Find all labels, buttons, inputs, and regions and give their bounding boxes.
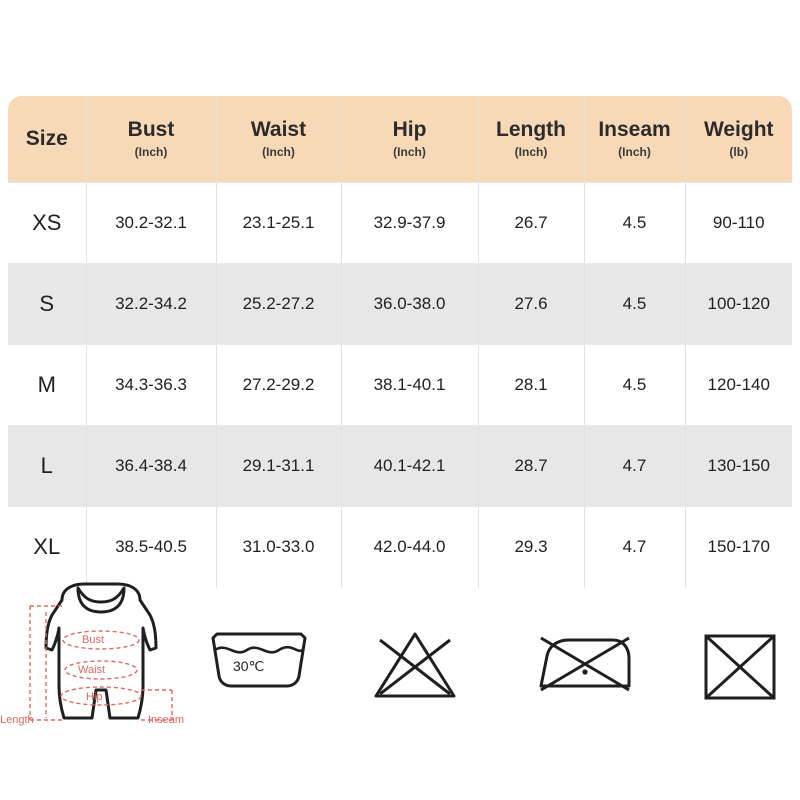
column-header-weight xyxy=(685,96,792,183)
cell-bust: 32.2-34.2 xyxy=(86,264,216,345)
cell-bust: 36.4-38.4 xyxy=(86,426,216,507)
machine-wash-30c-icon xyxy=(205,628,315,708)
cell-size: M xyxy=(8,345,86,426)
cell-inseam: 4.5 xyxy=(584,183,685,264)
table-row xyxy=(8,426,792,507)
cell-inseam: 4.7 xyxy=(584,507,685,588)
cell-waist: 23.1-25.1 xyxy=(216,183,341,264)
cell-weight: 100-120 xyxy=(685,264,792,345)
iron-crossed-icon xyxy=(535,628,635,706)
table-header xyxy=(8,96,792,183)
table-row xyxy=(8,507,792,588)
label-inseam: Inseam xyxy=(148,714,185,726)
cell-waist: 27.2-29.2 xyxy=(216,345,341,426)
cell-length: 27.6 xyxy=(478,264,584,345)
label-hip: Hip xyxy=(86,691,103,703)
do-not-tumble-dry-icon xyxy=(700,628,780,708)
column-header-length xyxy=(478,96,584,183)
column-header-size xyxy=(8,96,86,183)
column-header-hip xyxy=(341,96,478,183)
column-header-waist-label: Waist xyxy=(250,118,307,141)
label-length: Length xyxy=(0,714,34,726)
cell-hip: 38.1-40.1 xyxy=(341,345,478,426)
cell-weight: 130-150 xyxy=(685,426,792,507)
size-chart-table xyxy=(8,96,792,588)
cell-length: 29.3 xyxy=(478,507,584,588)
cell-length: 28.7 xyxy=(478,426,584,507)
cell-hip: 32.9-37.9 xyxy=(341,183,478,264)
cell-size: XL xyxy=(8,507,86,588)
cell-bust: 34.3-36.3 xyxy=(86,345,216,426)
column-header-bust xyxy=(86,96,216,183)
column-header-inseam xyxy=(584,96,685,183)
table-row xyxy=(8,345,792,426)
cell-hip: 42.0-44.0 xyxy=(341,507,478,588)
bodysuit-outline-icon xyxy=(0,578,215,753)
table-row xyxy=(8,264,792,345)
cell-length: 26.7 xyxy=(478,183,584,264)
column-header-inseam-label: Inseam xyxy=(598,118,671,141)
cell-waist: 25.2-27.2 xyxy=(216,264,341,345)
cell-size: L xyxy=(8,426,86,507)
label-waist: Waist xyxy=(78,664,106,676)
garment-measurement-diagram xyxy=(0,578,215,753)
cell-weight: 120-140 xyxy=(685,345,792,426)
column-header-hip-label: Hip xyxy=(392,118,427,141)
table-header-row xyxy=(8,96,792,183)
do-not-bleach-icon xyxy=(370,628,460,708)
column-header-bust-label: Bust xyxy=(127,118,175,141)
table-row xyxy=(8,183,792,264)
table-body xyxy=(8,183,792,588)
square-crossed-icon xyxy=(700,628,780,708)
bleach-triangle-crossed-icon xyxy=(370,628,460,708)
column-header-weight-unit: (lb) xyxy=(729,145,749,159)
column-header-length-label: Length xyxy=(496,118,566,141)
cell-waist: 29.1-31.1 xyxy=(216,426,341,507)
cell-weight: 150-170 xyxy=(685,507,792,588)
column-header-size-label: Size xyxy=(25,126,68,150)
column-header-bust-unit: (Inch) xyxy=(134,145,168,159)
label-bust: Bust xyxy=(82,634,105,646)
column-header-weight-label: Weight xyxy=(703,118,774,141)
column-header-inseam-unit: (Inch) xyxy=(618,145,651,159)
cell-size: XS xyxy=(8,183,86,264)
cell-length: 28.1 xyxy=(478,345,584,426)
wash-temperature-label: 30℃ xyxy=(233,658,265,674)
do-not-iron-icon xyxy=(535,628,635,706)
cell-inseam: 4.7 xyxy=(584,426,685,507)
cell-hip: 40.1-42.1 xyxy=(341,426,478,507)
cell-hip: 36.0-38.0 xyxy=(341,264,478,345)
cell-waist: 31.0-33.0 xyxy=(216,507,341,588)
column-header-waist xyxy=(216,96,341,183)
column-header-waist-unit: (Inch) xyxy=(262,145,295,159)
cell-bust: 30.2-32.1 xyxy=(86,183,216,264)
care-instructions-row xyxy=(0,578,800,758)
cell-inseam: 4.5 xyxy=(584,264,685,345)
size-chart-table-container xyxy=(8,96,792,588)
cell-inseam: 4.5 xyxy=(584,345,685,426)
cell-bust: 38.5-40.5 xyxy=(86,507,216,588)
column-header-hip-unit: (Inch) xyxy=(393,145,426,159)
cell-size: S xyxy=(8,264,86,345)
cell-weight: 90-110 xyxy=(685,183,792,264)
column-header-length-unit: (Inch) xyxy=(514,145,548,159)
